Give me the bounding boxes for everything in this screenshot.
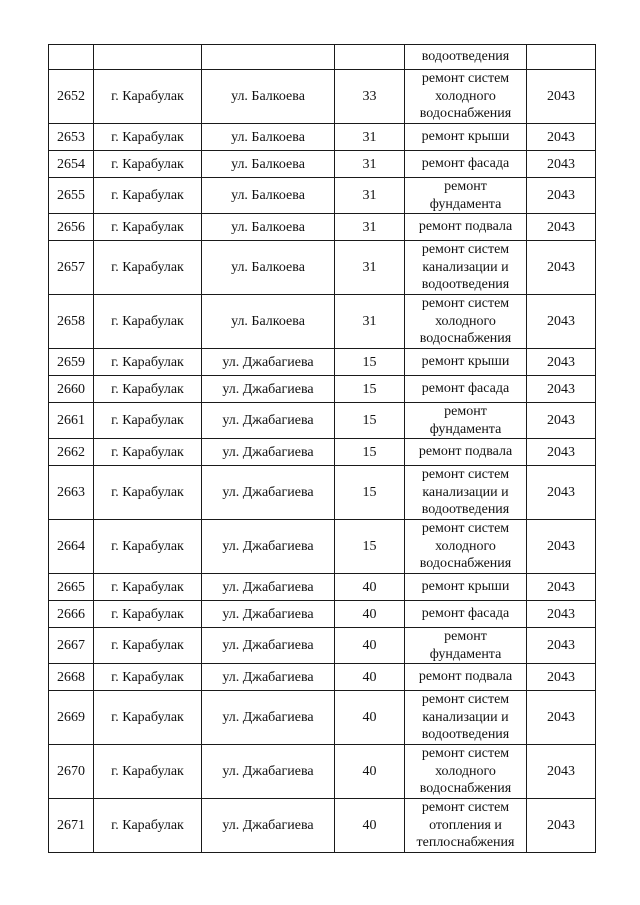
cell-year: 2043 [527,403,596,439]
cell-num: 2671 [49,799,94,853]
cell-year: 2043 [527,214,596,241]
cell-num: 2666 [49,601,94,628]
cell-work [405,349,527,376]
cell-work [405,376,527,403]
cell-street: ул. Джабагиева [202,628,335,664]
cell-work [405,466,527,520]
work-line: фундамента [429,421,502,437]
work-line: ремонт систем [421,296,510,312]
cell-year: 2043 [527,70,596,124]
work-line: ремонт систем [421,692,510,708]
cell-house: 15 [335,349,405,376]
cell-work [405,745,527,799]
cell-street: ул. Балкоева [202,241,335,295]
cell-year: 2043 [527,664,596,691]
capital-repair-table [48,44,596,853]
work-line: ремонт систем [421,242,510,258]
cell-num: 2667 [49,628,94,664]
work-line: фундамента [429,196,502,212]
cell-year: 2043 [527,520,596,574]
cell-house: 15 [335,520,405,574]
cell-house: 15 [335,376,405,403]
work-line: ремонт фасада [421,381,510,397]
cell-work [405,178,527,214]
cell-street: ул. Балкоева [202,178,335,214]
cell-city: г. Карабулак [94,178,202,214]
cell-num: 2665 [49,574,94,601]
cell-house: 15 [335,403,405,439]
cell-street: ул. Балкоева [202,124,335,151]
cell-street: ул. Джабагиева [202,376,335,403]
work-line: холодного [435,538,496,554]
cell-year: 2043 [527,466,596,520]
cell-house: 40 [335,601,405,628]
work-line: ремонт [444,629,487,644]
cell-house: 40 [335,691,405,745]
cell-house: 31 [335,151,405,178]
work-line: ремонт систем [421,467,510,483]
cell-city: г. Карабулак [94,70,202,124]
table-body [49,45,596,853]
cell-work [405,295,527,349]
cell-city: г. Карабулак [94,520,202,574]
work-line: отопления и [429,817,502,833]
cell-street [202,45,335,70]
table-row [49,664,596,691]
cell-year: 2043 [527,349,596,376]
cell-year: 2043 [527,601,596,628]
work-line: ремонт подвала [418,444,513,460]
cell-year: 2043 [527,124,596,151]
cell-street: ул. Джабагиева [202,745,335,799]
work-line: ремонт крыши [421,579,510,595]
cell-street: ул. Балкоева [202,151,335,178]
cell-city: г. Карабулак [94,349,202,376]
table-row [49,466,596,520]
table-row [49,745,596,799]
table-row [49,70,596,124]
cell-city [94,45,202,70]
cell-house: 40 [335,664,405,691]
cell-year: 2043 [527,439,596,466]
cell-street: ул. Джабагиева [202,439,335,466]
cell-num: 2670 [49,745,94,799]
cell-city: г. Карабулак [94,601,202,628]
cell-num: 2653 [49,124,94,151]
work-line: ремонт крыши [421,129,510,145]
table-row [49,178,596,214]
cell-year [527,45,596,70]
cell-work [405,691,527,745]
cell-street: ул. Джабагиева [202,349,335,376]
table-row [49,691,596,745]
table-row [49,799,596,853]
work-line: ремонт систем [421,746,510,762]
cell-city: г. Карабулак [94,691,202,745]
cell-year: 2043 [527,151,596,178]
cell-year: 2043 [527,799,596,853]
cell-street: ул. Джабагиева [202,664,335,691]
cell-work [405,124,527,151]
cell-work [405,70,527,124]
cell-num: 2660 [49,376,94,403]
cell-work [405,403,527,439]
table-row-fragment [49,45,596,70]
work-line: ремонт [444,179,487,194]
cell-work [405,151,527,178]
table-row [49,214,596,241]
cell-work [405,664,527,691]
cell-num: 2669 [49,691,94,745]
cell-street: ул. Джабагиева [202,403,335,439]
table-row [49,151,596,178]
cell-year: 2043 [527,295,596,349]
cell-house: 31 [335,178,405,214]
cell-city: г. Карабулак [94,745,202,799]
cell-city: г. Карабулак [94,799,202,853]
table-row [49,295,596,349]
cell-year: 2043 [527,691,596,745]
work-line: холодного [435,763,496,779]
cell-street: ул. Балкоева [202,295,335,349]
cell-num [49,45,94,70]
cell-house: 31 [335,124,405,151]
cell-num: 2668 [49,664,94,691]
work-line: фундамента [429,646,502,662]
cell-street: ул. Балкоева [202,70,335,124]
cell-num: 2657 [49,241,94,295]
cell-work [405,241,527,295]
cell-city: г. Карабулак [94,664,202,691]
work-line: водоотведения [421,502,510,518]
table-row [49,376,596,403]
work-line: холодного [435,88,496,104]
cell-house [335,45,405,70]
table-row [49,520,596,574]
work-line: канализации и [422,709,509,725]
cell-work [405,601,527,628]
cell-street: ул. Балкоева [202,214,335,241]
cell-city: г. Карабулак [94,403,202,439]
cell-house: 31 [335,241,405,295]
cell-year: 2043 [527,745,596,799]
cell-city: г. Карабулак [94,628,202,664]
cell-year: 2043 [527,628,596,664]
work-line: теплоснабжения [416,835,515,851]
cell-work [405,214,527,241]
table-row [49,628,596,664]
cell-work [405,574,527,601]
work-line: канализации и [422,259,509,275]
cell-work [405,799,527,853]
work-line: водоснабжения [419,781,512,797]
work-line: водоотведения [421,277,510,293]
cell-street: ул. Джабагиева [202,601,335,628]
cell-year: 2043 [527,376,596,403]
cell-house: 40 [335,799,405,853]
work-line: ремонт систем [421,521,510,537]
cell-house: 15 [335,439,405,466]
cell-year: 2043 [527,178,596,214]
cell-street: ул. Джабагиева [202,574,335,601]
cell-year: 2043 [527,574,596,601]
work-line: ремонт подвала [418,669,513,685]
cell-city: г. Карабулак [94,241,202,295]
work-line: ремонт фасада [421,606,510,622]
cell-street: ул. Джабагиева [202,520,335,574]
cell-street: ул. Джабагиева [202,799,335,853]
cell-city: г. Карабулак [94,439,202,466]
cell-num: 2662 [49,439,94,466]
work-line: ремонт крыши [421,354,510,370]
cell-num: 2654 [49,151,94,178]
cell-num: 2656 [49,214,94,241]
cell-work: водоотведения [405,45,527,70]
work-line: ремонт [444,404,487,419]
work-line: канализации и [422,484,509,500]
cell-num: 2655 [49,178,94,214]
work-line: водоотведения [421,727,510,743]
table-row [49,403,596,439]
table-row [49,574,596,601]
cell-city: г. Карабулак [94,124,202,151]
cell-street: ул. Джабагиева [202,466,335,520]
cell-city: г. Карабулак [94,151,202,178]
cell-street: ул. Джабагиева [202,691,335,745]
cell-num: 2661 [49,403,94,439]
cell-num: 2658 [49,295,94,349]
cell-house: 40 [335,745,405,799]
cell-house: 31 [335,295,405,349]
cell-num: 2664 [49,520,94,574]
work-line: ремонт систем [421,71,510,87]
work-line: ремонт систем [421,800,510,816]
cell-work [405,628,527,664]
table-row [49,601,596,628]
work-line: водоснабжения [419,331,512,347]
cell-city: г. Карабулак [94,214,202,241]
table-row [49,349,596,376]
cell-num: 2663 [49,466,94,520]
cell-num: 2652 [49,70,94,124]
cell-work [405,439,527,466]
cell-city: г. Карабулак [94,295,202,349]
cell-house: 33 [335,70,405,124]
cell-city: г. Карабулак [94,574,202,601]
cell-house: 40 [335,574,405,601]
cell-num: 2659 [49,349,94,376]
work-line: ремонт фасада [421,156,510,172]
cell-house: 15 [335,466,405,520]
cell-house: 31 [335,214,405,241]
work-line: водоснабжения [419,556,512,572]
table-row [49,241,596,295]
cell-city: г. Карабулак [94,376,202,403]
work-line: холодного [435,313,496,329]
cell-city: г. Карабулак [94,466,202,520]
table-row [49,439,596,466]
cell-house: 40 [335,628,405,664]
cell-year: 2043 [527,241,596,295]
cell-work [405,520,527,574]
work-line: водоснабжения [419,106,512,122]
work-line: ремонт подвала [418,219,513,235]
table-row [49,124,596,151]
